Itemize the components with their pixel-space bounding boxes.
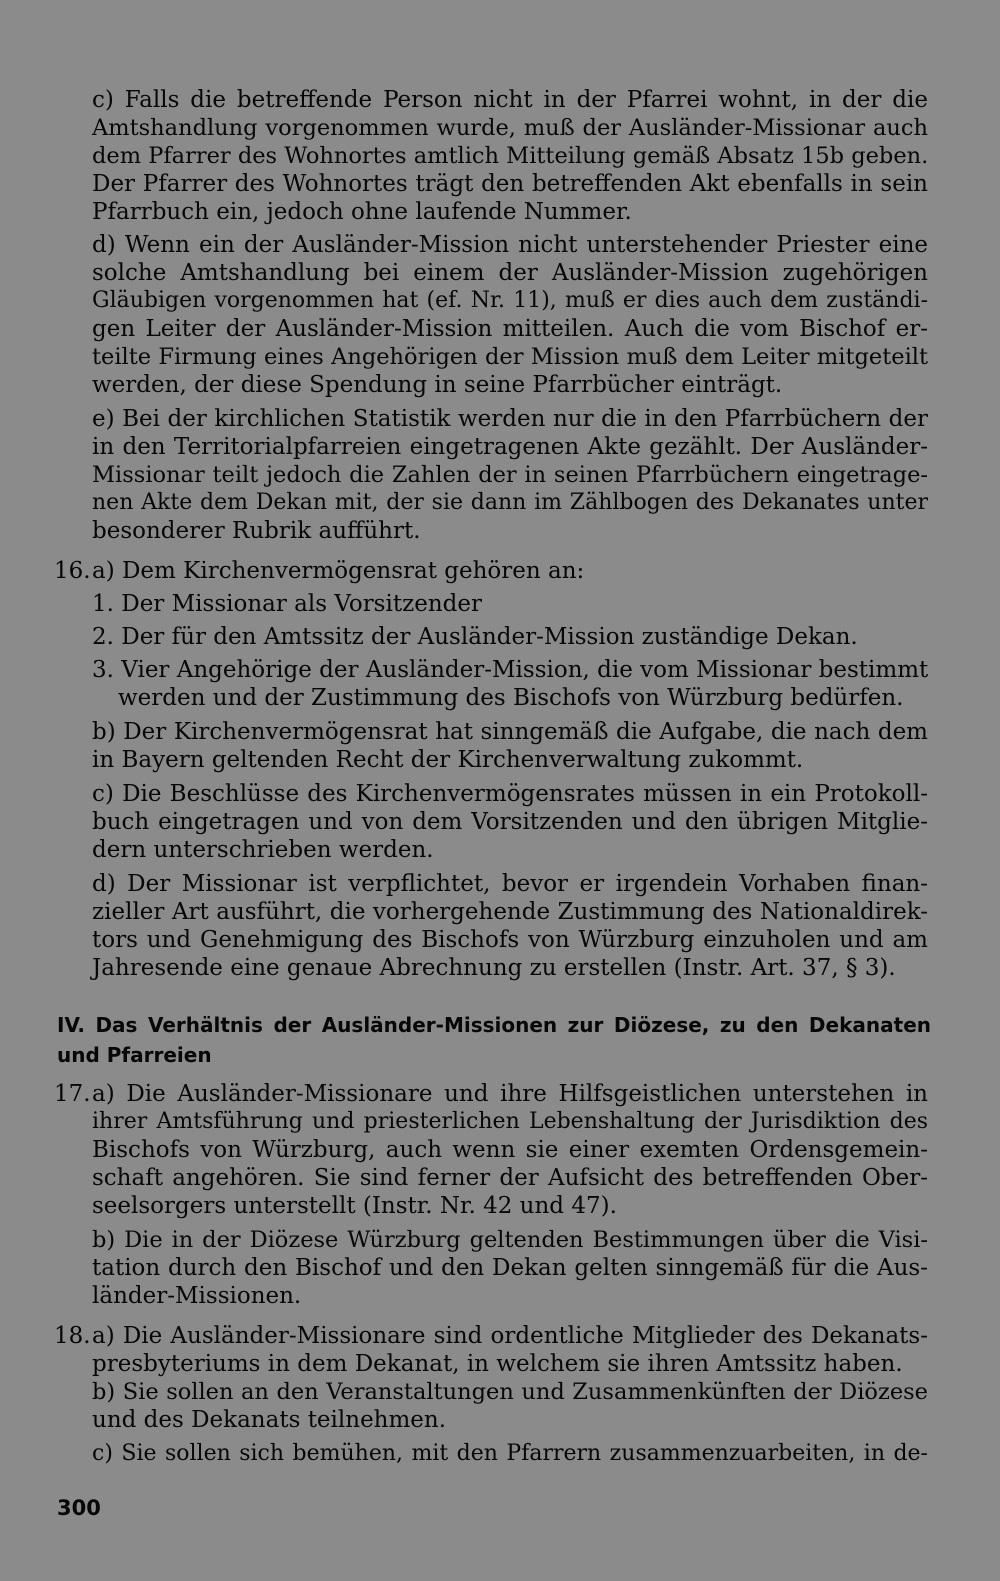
text-line: teilte Firmung eines Angehörigen der Mission muß dem Leiter mitgeteilt [92,344,928,370]
text-line: a) Dem Kirchenvermögensrat gehören an: [92,558,585,584]
text-line: Missionar teilt jedoch die Zahlen der in seinen Pfarrbüchern eingetrage- [92,462,928,488]
text-line: b) Die in der Diözese Würzburg geltenden Bestimmungen über die Visi- [92,1227,928,1253]
text-line: solche Amtshandlung bei einem der Ausländer-Mission zugehörigen [92,260,928,286]
text-line: tation durch den Bischof und den Dekan gelten sinngemäß für die Aus- [92,1255,928,1281]
text-line: c) Sie sollen sich bemühen, mit den Pfarrern zusammenzuarbeiten, in de- [92,1441,928,1466]
text-line: dern unterschrieben werden. [92,837,434,863]
text-line: presbyteriums in dem Dekanat, in welchem sie ihren Amtssitz haben. [92,1351,903,1377]
text-line: besonderer Rubrik aufführt. [92,518,421,544]
text-line: b) Sie sollen an den Veranstaltungen und Zusammenkünften der Diözese [92,1379,928,1405]
text-line: gen Leiter der Ausländer-Mission mitteilen. Auch die vom Bischof er- [92,316,928,342]
text-line: a) Die Ausländer-Missionare und ihre Hilfsgeistlichen unterstehen in [92,1081,928,1107]
list-item: 3. Vier Angehörige der Ausländer-Mission, die vom Missionar bestimmt [92,657,929,683]
section-heading: und Pfarreien [57,1043,212,1067]
text-line: Pfarrbuch ein, jedoch ohne laufende Nummer. [92,199,632,225]
text-line: buch eingetragen und von dem Vorsitzenden und den übrigen Mitglie- [92,809,928,835]
text-line: d) Der Missionar ist verpflichtet, bevor er irgendein Vorhaben finan- [92,871,928,897]
text-line: Jahresende eine genaue Abrechnung zu erstellen (Instr. Art. 37, § 3). [92,955,896,981]
text-line: in den Territorialpfarreien eingetragenen Akte gezählt. Der Ausländer- [92,434,928,460]
text-line: werden, der diese Spendung in seine Pfarrbücher einträgt. [92,372,783,398]
text-line: zieller Art ausführt, die vorhergehende Zustimmung des Nationaldirek- [92,899,928,925]
text-line: länder-Missionen. [92,1283,302,1309]
text-line: dem Pfarrer des Wohnortes amtlich Mitteilung gemäß Absatz 15b geben. [92,143,929,169]
section-number: 18. [54,1323,91,1349]
text-line: in Bayern geltenden Recht der Kirchenverwaltung zukommt. [92,747,804,773]
text-line: tors und Genehmigung des Bischofs von Würzburg einzuholen und am [92,927,928,953]
text-line: Der Pfarrer des Wohnortes trägt den betreffenden Akt ebenfalls in sein [92,171,928,197]
text-line: Bischofs von Würzburg, auch wenn sie einer exemten Ordensgemein- [92,1137,928,1163]
text-line: seelsorgers unterstellt (Instr. Nr. 42 und 47). [92,1193,617,1219]
text-line: e) Bei der kirchlichen Statistik werden nur die in den Pfarrbüchern der [92,406,928,432]
list-item: 1. Der Missionar als Vorsitzender [92,591,482,617]
text-line: d) Wenn ein der Ausländer-Mission nicht unterstehender Priester eine [92,232,928,258]
text-line: c) Die Beschlüsse des Kirchenvermögensrates müssen in ein Protokoll- [92,781,928,807]
section-number: 16. [54,558,91,584]
text-line: Gläubigen vorgenommen hat (ef. Nr. 11), muß er dies auch dem zuständi- [92,288,928,313]
text-line: und des Dekanats teilnehmen. [92,1407,447,1433]
text-line: c) Falls die betreffende Person nicht in der Pfarrei wohnt, in der die [92,87,928,113]
section-number: 17. [54,1081,91,1107]
text-line: b) Der Kirchenvermögensrat hat sinngemäß die Aufgabe, die nach dem [92,719,928,745]
text-line: Amtshandlung vorgenommen wurde, muß der Ausländer-Missionar auch [92,115,928,141]
text-line: nen Akte dem Dekan mit, der sie dann im Zählbogen des Dekanates unter [92,490,928,515]
section-heading: IV. Das Verhältnis der Ausländer-Missionen zur Diözese, zu den Dekanaten [57,1013,931,1037]
list-item: werden und der Zustimmung des Bischofs von Würzburg bedürfen. [118,685,904,711]
text-line: ihrer Amtsführung und priesterlichen Lebenshaltung der Jurisdiktion des [92,1109,928,1134]
list-item: 2. Der für den Amtssitz der Ausländer-Mission zuständige Dekan. [92,624,858,650]
text-line: schaft angehören. Sie sind ferner der Aufsicht des betreffenden Ober- [92,1165,928,1191]
text-line: a) Die Ausländer-Missionare sind ordentliche Mitglieder des Dekanats- [92,1323,928,1349]
page-number: 300 [57,1496,101,1520]
